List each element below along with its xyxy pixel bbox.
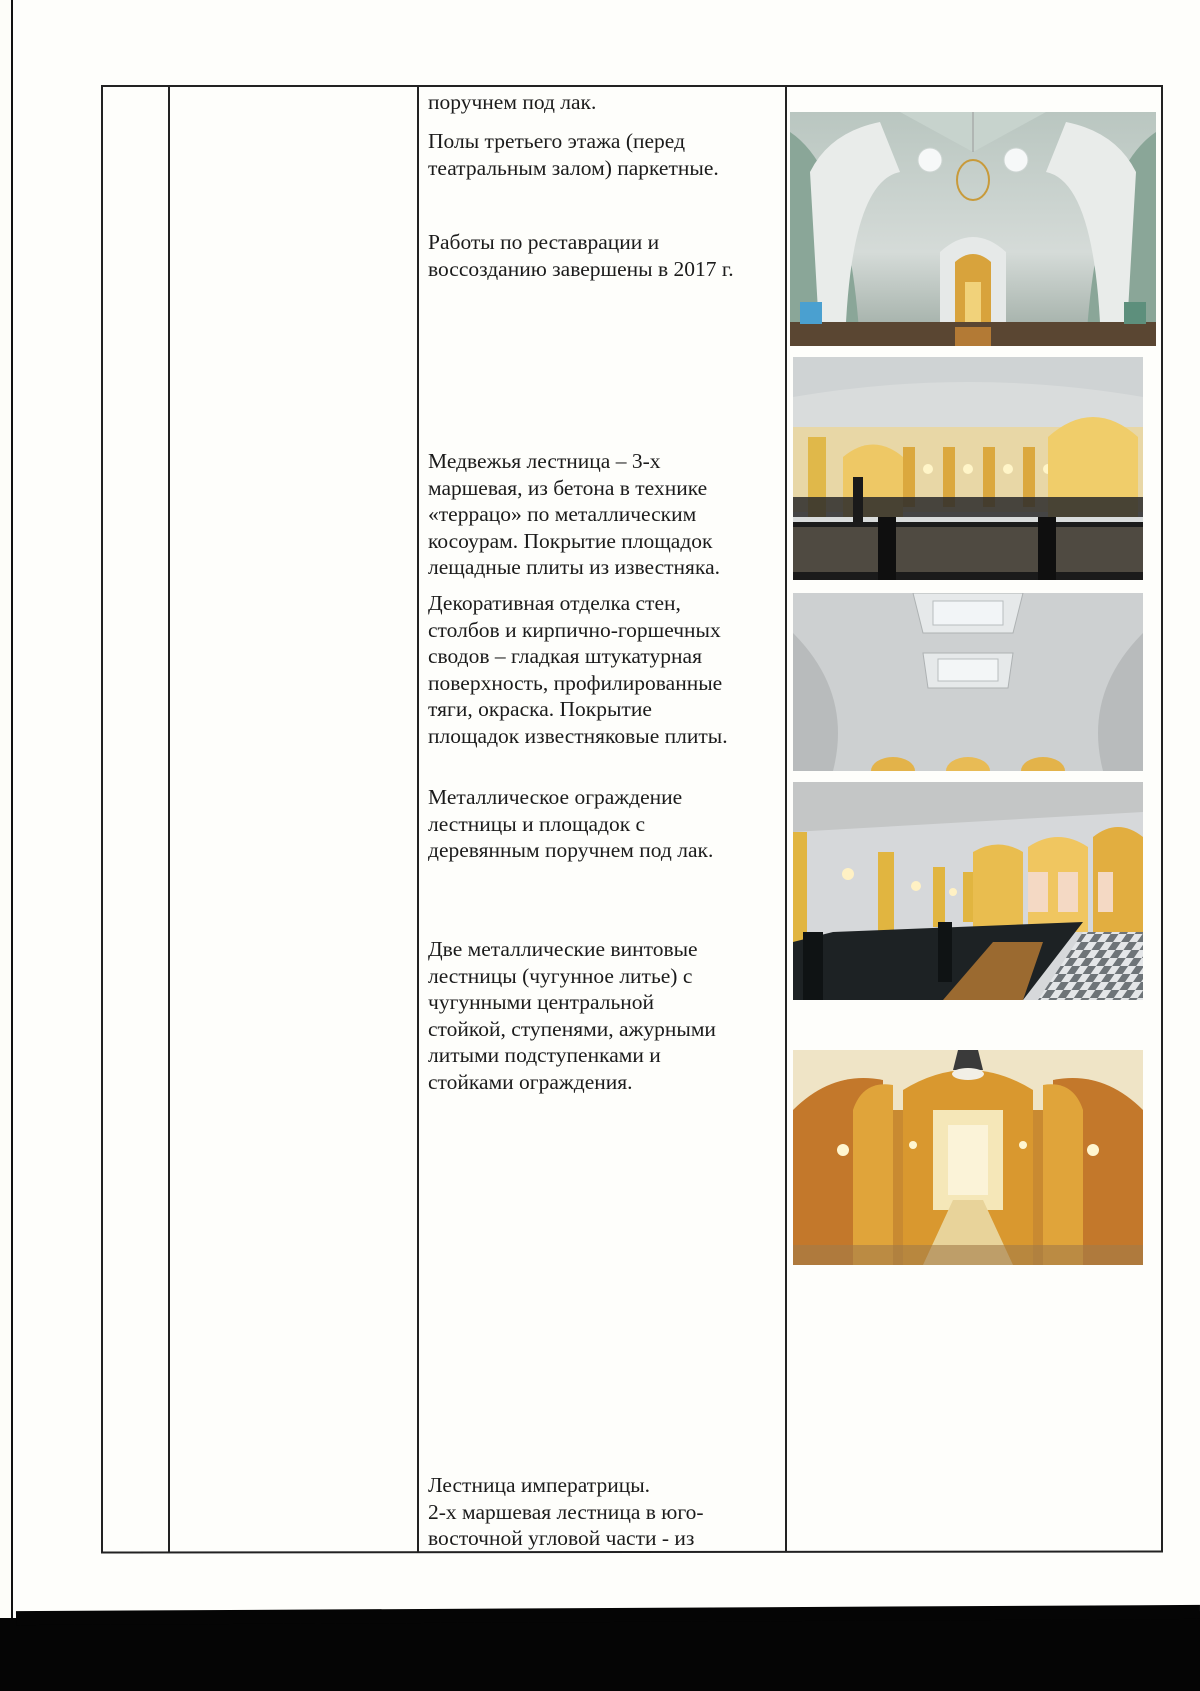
paragraph-empress-staircase [428, 1472, 783, 1552]
text-line: маршевая, из бетона в технике [428, 475, 708, 500]
photo-orange-arched-corridor [793, 1050, 1143, 1265]
text-line: стойками ограждения. [428, 1069, 633, 1094]
paragraph-spiral-staircases [428, 936, 783, 1095]
text-line: театральным залом) паркетные. [428, 155, 719, 180]
text-line: Лестница императрицы. [428, 1473, 651, 1497]
table-top-border [101, 85, 1163, 87]
column-divider-2 [417, 85, 419, 1553]
table-right-border [1161, 87, 1163, 1551]
text-line: тяги, окраска. Покрытие [428, 697, 652, 721]
text-line: Металлическое ограждение [428, 785, 683, 809]
table-left-border [101, 85, 103, 1553]
text-line: косоурам. Покрытие площадок [428, 528, 713, 553]
column-divider-1 [168, 85, 170, 1553]
photo-domed-rotunda [790, 112, 1156, 346]
column-divider-3 [785, 86, 787, 1552]
scan-left-edge [0, 0, 13, 1691]
text-line: столбов и кирпично-горшечных [428, 617, 721, 642]
text-line: сводов – гладкая штукатурная [428, 644, 702, 668]
paragraph-metal-railing [428, 784, 783, 864]
text-line: воссозданию завершены в 2017 г. [428, 256, 734, 281]
photo-bear-staircase [793, 357, 1143, 580]
text-line: деревянным поручнем под лак. [428, 838, 714, 862]
text-line: Работы по реставрации и [428, 230, 660, 254]
text-line: лестницы и площадок с [428, 811, 646, 836]
text-line: 2-х маршевая лестница в юго- [428, 1499, 704, 1524]
text-line: поверхность, профилированные [428, 670, 723, 695]
paragraph-third-floor [428, 128, 783, 181]
text-line: лестницы (чугунное литье) с [428, 963, 693, 988]
text-line: чугунными центральной [428, 990, 655, 1014]
text-line: Декоративная отделка стен, [428, 591, 681, 615]
photo-landing-checkered-floor [793, 782, 1143, 1000]
paragraph-decorative-finish [428, 590, 783, 749]
text-line: стойкой, ступенями, ажурными [428, 1016, 716, 1041]
text-line: поручнем под лак. [428, 90, 597, 114]
text-line: литыми подступенками и [428, 1043, 661, 1067]
paragraph-restoration-completed [428, 229, 783, 282]
scan-bottom-band [0, 1618, 1200, 1691]
photo-skylight-ceiling [793, 593, 1143, 771]
text-line: лещадные плиты из известняка. [428, 555, 720, 579]
text-line: площадок известняковые плиты. [428, 723, 728, 748]
text-line: «террацо» по металлическим [428, 502, 697, 526]
paragraph-handrail-end [428, 89, 783, 116]
text-line: восточной угловой части - из [428, 1526, 695, 1550]
text-line: Полы третьего этажа (перед [428, 129, 686, 153]
text-line: Две металлические винтовые [428, 937, 698, 961]
paragraph-bear-staircase [428, 448, 783, 581]
text-line: Медвежья лестница – 3-х [428, 449, 661, 473]
